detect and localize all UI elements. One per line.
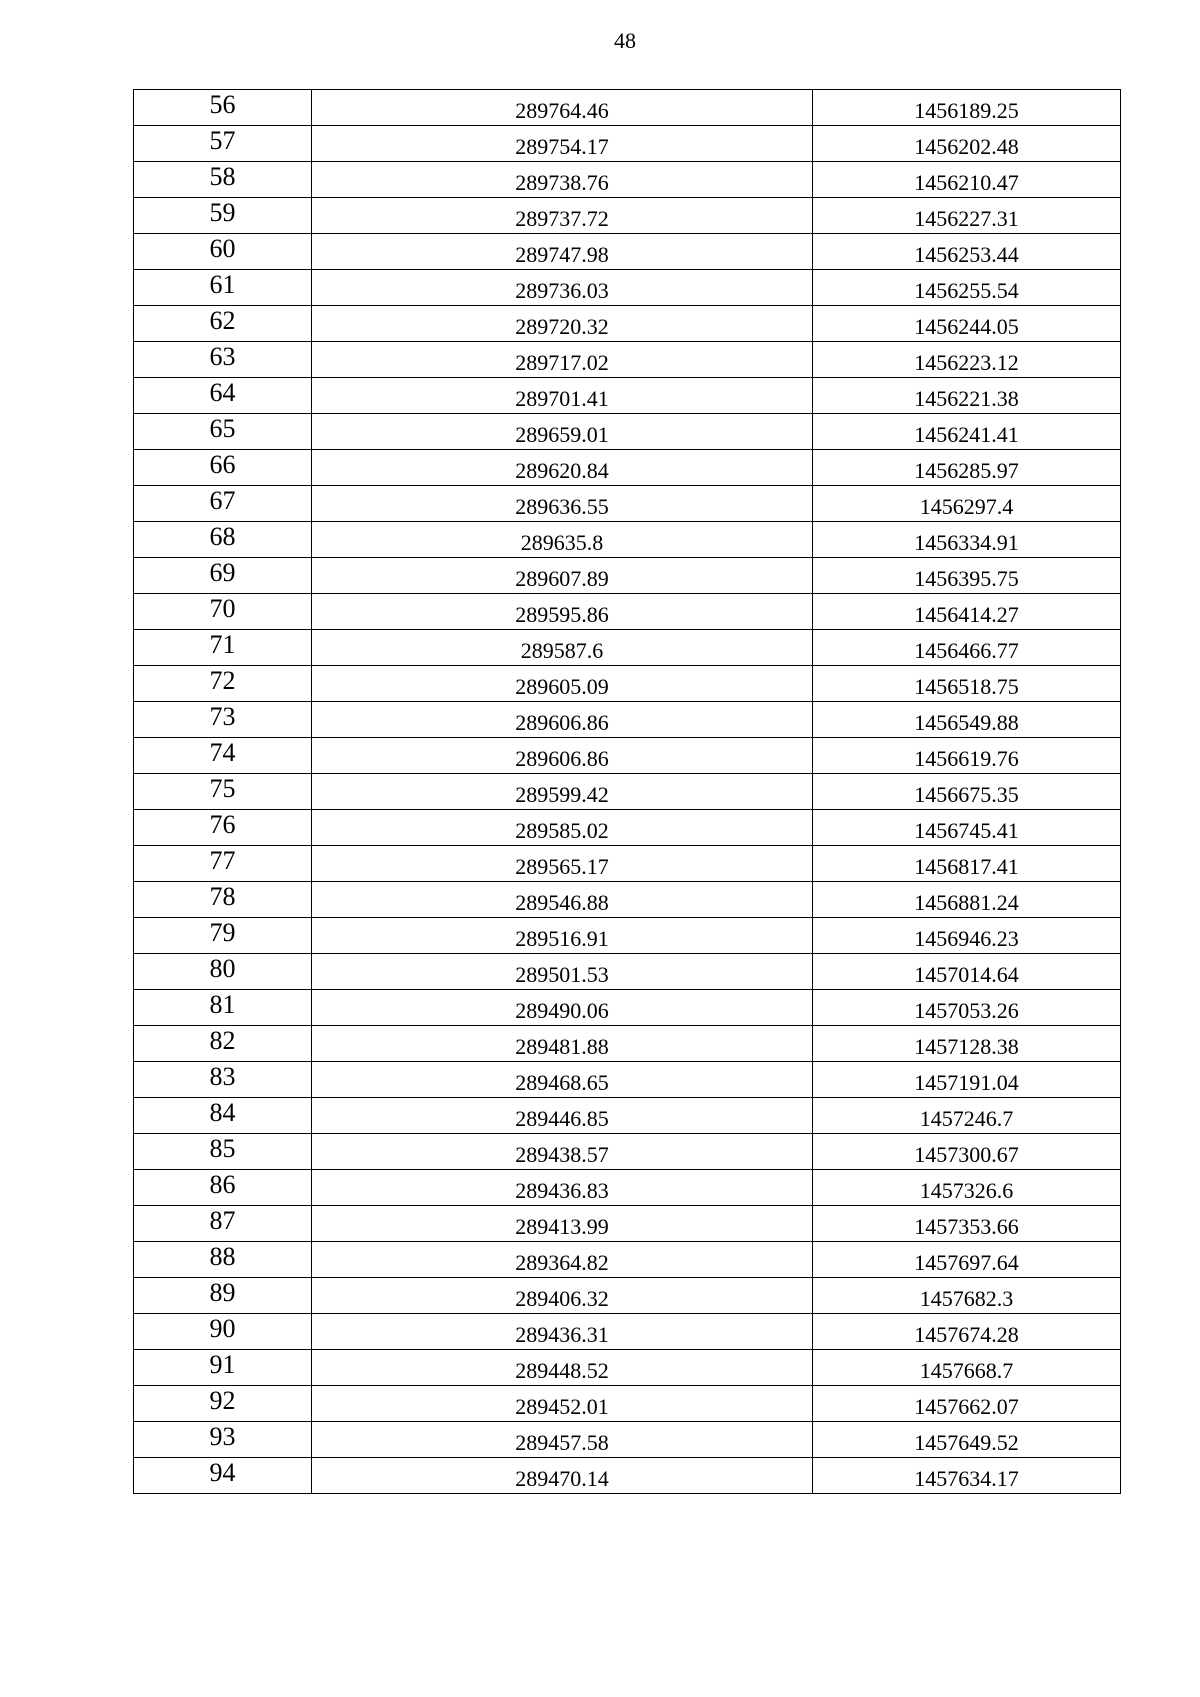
x-coordinate-cell: 289565.17	[312, 846, 813, 882]
point-number-cell: 80	[134, 954, 312, 990]
point-number-cell: 83	[134, 1062, 312, 1098]
point-number-cell: 63	[134, 342, 312, 378]
table-row	[134, 1026, 1121, 1062]
y-coordinate-cell: 1456881.24	[813, 882, 1121, 918]
x-coordinate-cell: 289701.41	[312, 378, 813, 414]
y-coordinate-cell: 1457326.6	[813, 1170, 1121, 1206]
x-coordinate-cell: 289436.83	[312, 1170, 813, 1206]
point-number-cell: 56	[134, 90, 312, 126]
point-number-cell: 78	[134, 882, 312, 918]
table-row	[134, 522, 1121, 558]
table-row	[134, 810, 1121, 846]
table-row	[134, 1314, 1121, 1350]
x-coordinate-cell: 289468.65	[312, 1062, 813, 1098]
x-coordinate-cell: 289501.53	[312, 954, 813, 990]
x-coordinate-cell: 289587.6	[312, 630, 813, 666]
y-coordinate-cell: 1456189.25	[813, 90, 1121, 126]
point-number-cell: 62	[134, 306, 312, 342]
x-coordinate-cell: 289481.88	[312, 1026, 813, 1062]
x-coordinate-cell: 289364.82	[312, 1242, 813, 1278]
x-coordinate-cell: 289659.01	[312, 414, 813, 450]
point-number-cell: 61	[134, 270, 312, 306]
table-row	[134, 1170, 1121, 1206]
table-row	[134, 414, 1121, 450]
point-number-cell: 82	[134, 1026, 312, 1062]
point-number-cell: 89	[134, 1278, 312, 1314]
y-coordinate-cell: 1456518.75	[813, 666, 1121, 702]
x-coordinate-cell: 289747.98	[312, 234, 813, 270]
x-coordinate-cell: 289736.03	[312, 270, 813, 306]
table-row	[134, 1458, 1121, 1494]
x-coordinate-cell: 289406.32	[312, 1278, 813, 1314]
table-row	[134, 918, 1121, 954]
y-coordinate-cell: 1457353.66	[813, 1206, 1121, 1242]
table-row	[134, 882, 1121, 918]
y-coordinate-cell: 1456334.91	[813, 522, 1121, 558]
page-number: 48	[614, 28, 636, 53]
point-number-cell: 85	[134, 1134, 312, 1170]
point-number-cell: 92	[134, 1386, 312, 1422]
y-coordinate-cell: 1457128.38	[813, 1026, 1121, 1062]
x-coordinate-cell: 289436.31	[312, 1314, 813, 1350]
table-row	[134, 1350, 1121, 1386]
table-row	[134, 270, 1121, 306]
point-number-cell: 94	[134, 1458, 312, 1494]
y-coordinate-cell: 1457649.52	[813, 1422, 1121, 1458]
table-row	[134, 126, 1121, 162]
x-coordinate-cell: 289635.8	[312, 522, 813, 558]
x-coordinate-cell: 289457.58	[312, 1422, 813, 1458]
y-coordinate-cell: 1457300.67	[813, 1134, 1121, 1170]
y-coordinate-cell: 1456619.76	[813, 738, 1121, 774]
y-coordinate-cell: 1456210.47	[813, 162, 1121, 198]
point-number-cell: 65	[134, 414, 312, 450]
table-row	[134, 1278, 1121, 1314]
point-number-cell: 74	[134, 738, 312, 774]
table-row	[134, 738, 1121, 774]
x-coordinate-cell: 289546.88	[312, 882, 813, 918]
y-coordinate-cell: 1456202.48	[813, 126, 1121, 162]
point-number-cell: 64	[134, 378, 312, 414]
table-row	[134, 630, 1121, 666]
point-number-cell: 77	[134, 846, 312, 882]
point-number-cell: 67	[134, 486, 312, 522]
y-coordinate-cell: 1457246.7	[813, 1098, 1121, 1134]
point-number-cell: 60	[134, 234, 312, 270]
x-coordinate-cell: 289606.86	[312, 738, 813, 774]
point-number-cell: 91	[134, 1350, 312, 1386]
point-number-cell: 75	[134, 774, 312, 810]
x-coordinate-cell: 289737.72	[312, 198, 813, 234]
point-number-cell: 93	[134, 1422, 312, 1458]
x-coordinate-cell: 289452.01	[312, 1386, 813, 1422]
x-coordinate-cell: 289599.42	[312, 774, 813, 810]
x-coordinate-cell: 289636.55	[312, 486, 813, 522]
table-row	[134, 774, 1121, 810]
table-row	[134, 954, 1121, 990]
table-row	[134, 1134, 1121, 1170]
x-coordinate-cell: 289754.17	[312, 126, 813, 162]
x-coordinate-cell: 289490.06	[312, 990, 813, 1026]
point-number-cell: 70	[134, 594, 312, 630]
table-row	[134, 666, 1121, 702]
y-coordinate-cell: 1456466.77	[813, 630, 1121, 666]
point-number-cell: 71	[134, 630, 312, 666]
x-coordinate-cell: 289605.09	[312, 666, 813, 702]
point-number-cell: 88	[134, 1242, 312, 1278]
x-coordinate-cell: 289738.76	[312, 162, 813, 198]
y-coordinate-cell: 1457674.28	[813, 1314, 1121, 1350]
y-coordinate-cell: 1456221.38	[813, 378, 1121, 414]
y-coordinate-cell: 1456549.88	[813, 702, 1121, 738]
y-coordinate-cell: 1456227.31	[813, 198, 1121, 234]
y-coordinate-cell: 1456285.97	[813, 450, 1121, 486]
table-row	[134, 378, 1121, 414]
y-coordinate-cell: 1456223.12	[813, 342, 1121, 378]
point-number-cell: 79	[134, 918, 312, 954]
y-coordinate-cell: 1456244.05	[813, 306, 1121, 342]
point-number-cell: 84	[134, 1098, 312, 1134]
x-coordinate-cell: 289606.86	[312, 702, 813, 738]
y-coordinate-cell: 1456395.75	[813, 558, 1121, 594]
y-coordinate-cell: 1456745.41	[813, 810, 1121, 846]
table-row	[134, 1062, 1121, 1098]
coordinates-table-body	[134, 90, 1121, 1494]
x-coordinate-cell: 289413.99	[312, 1206, 813, 1242]
table-row	[134, 450, 1121, 486]
x-coordinate-cell: 289620.84	[312, 450, 813, 486]
table-row	[134, 702, 1121, 738]
point-number-cell: 58	[134, 162, 312, 198]
table-row	[134, 990, 1121, 1026]
y-coordinate-cell: 1457191.04	[813, 1062, 1121, 1098]
table-row	[134, 1242, 1121, 1278]
point-number-cell: 69	[134, 558, 312, 594]
table-row	[134, 1206, 1121, 1242]
point-number-cell: 72	[134, 666, 312, 702]
table-row	[134, 1098, 1121, 1134]
point-number-cell: 76	[134, 810, 312, 846]
point-number-cell: 59	[134, 198, 312, 234]
y-coordinate-cell: 1456414.27	[813, 594, 1121, 630]
table-row	[134, 558, 1121, 594]
y-coordinate-cell: 1457014.64	[813, 954, 1121, 990]
x-coordinate-cell: 289516.91	[312, 918, 813, 954]
y-coordinate-cell: 1457662.07	[813, 1386, 1121, 1422]
coordinates-table	[133, 89, 1121, 1494]
table-row	[134, 306, 1121, 342]
point-number-cell: 66	[134, 450, 312, 486]
point-number-cell: 68	[134, 522, 312, 558]
y-coordinate-cell: 1456241.41	[813, 414, 1121, 450]
y-coordinate-cell: 1456817.41	[813, 846, 1121, 882]
x-coordinate-cell: 289446.85	[312, 1098, 813, 1134]
table-row	[134, 594, 1121, 630]
y-coordinate-cell: 1457682.3	[813, 1278, 1121, 1314]
x-coordinate-cell: 289607.89	[312, 558, 813, 594]
point-number-cell: 86	[134, 1170, 312, 1206]
y-coordinate-cell: 1456946.23	[813, 918, 1121, 954]
y-coordinate-cell: 1456253.44	[813, 234, 1121, 270]
x-coordinate-cell: 289764.46	[312, 90, 813, 126]
x-coordinate-cell: 289448.52	[312, 1350, 813, 1386]
y-coordinate-cell: 1457634.17	[813, 1458, 1121, 1494]
table-row	[134, 1422, 1121, 1458]
table-row	[134, 1386, 1121, 1422]
y-coordinate-cell: 1457053.26	[813, 990, 1121, 1026]
table-row	[134, 846, 1121, 882]
table-row	[134, 342, 1121, 378]
point-number-cell: 81	[134, 990, 312, 1026]
y-coordinate-cell: 1456675.35	[813, 774, 1121, 810]
y-coordinate-cell: 1456297.4	[813, 486, 1121, 522]
x-coordinate-cell: 289470.14	[312, 1458, 813, 1494]
y-coordinate-cell: 1457697.64	[813, 1242, 1121, 1278]
x-coordinate-cell: 289438.57	[312, 1134, 813, 1170]
table-row	[134, 90, 1121, 126]
x-coordinate-cell: 289717.02	[312, 342, 813, 378]
y-coordinate-cell: 1456255.54	[813, 270, 1121, 306]
table-row	[134, 162, 1121, 198]
point-number-cell: 73	[134, 702, 312, 738]
point-number-cell: 57	[134, 126, 312, 162]
point-number-cell: 87	[134, 1206, 312, 1242]
table-row	[134, 486, 1121, 522]
x-coordinate-cell: 289585.02	[312, 810, 813, 846]
y-coordinate-cell: 1457668.7	[813, 1350, 1121, 1386]
table-row	[134, 198, 1121, 234]
x-coordinate-cell: 289720.32	[312, 306, 813, 342]
table-row	[134, 234, 1121, 270]
point-number-cell: 90	[134, 1314, 312, 1350]
x-coordinate-cell: 289595.86	[312, 594, 813, 630]
